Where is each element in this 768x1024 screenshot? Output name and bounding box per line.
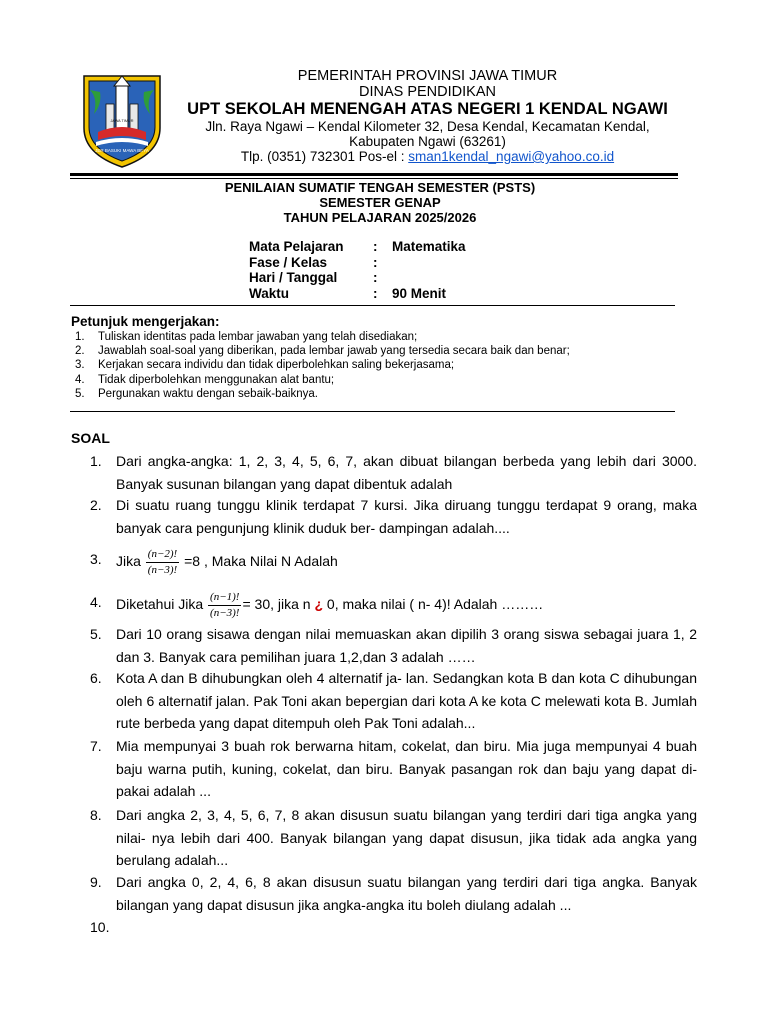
- header-email-link[interactable]: sman1kendal_ngawi@yahoo.co.id: [408, 149, 615, 164]
- question-number: 9.: [90, 874, 102, 890]
- info-label: Waktu: [249, 285, 289, 301]
- question-suffix: = 30, jika n: [242, 596, 315, 613]
- question-5: [90, 623, 697, 668]
- question-text: Dari angka-angka: 1, 2, 3, 4, 5, 6, 7, akan dibuat bilangan berbeda yang lebih dari 3000. Banyak susunan bilangan yang dapat dibentuk adalah: [116, 453, 697, 492]
- question-9: [90, 871, 697, 916]
- logo-top-text: JAWA TIMUR: [110, 119, 134, 123]
- header-school-name: UPT SEKOLAH MENENGAH ATAS NEGERI 1 KENDAL NGAWI: [187, 100, 668, 118]
- question-number: 3.: [90, 551, 102, 567]
- info-value: Matematika: [392, 239, 466, 254]
- question-6: [90, 667, 697, 735]
- instruction-text: Tuliskan identitas pada lembar jawaban yang telah disediakan;: [98, 331, 418, 343]
- info-label: Fase / Kelas: [249, 254, 328, 270]
- fraction-denominator: (n−3)!: [210, 607, 240, 619]
- instruction-number: 3.: [75, 359, 85, 372]
- header-address-line2: Kabupaten Ngawi (63261): [349, 134, 506, 149]
- question-7: [90, 735, 697, 803]
- header-agency: DINAS PENDIDIKAN: [359, 84, 496, 100]
- letterhead-divider-thick: [70, 173, 678, 176]
- question-text: [116, 548, 338, 577]
- instruction-number: 5.: [75, 387, 85, 400]
- question-number: 8.: [90, 807, 102, 823]
- exam-semester: SEMESTER GENAP: [319, 195, 441, 210]
- question-number: 1.: [90, 453, 102, 469]
- fraction-denominator: (n−3)!: [147, 564, 178, 576]
- fraction-numerator: (n−1)!: [208, 591, 241, 606]
- info-label: Hari / Tanggal: [249, 270, 338, 285]
- question-1: [90, 450, 697, 495]
- exam-academic-year: TAHUN PELAJARAN 2025/2026: [283, 210, 477, 225]
- instruction-text: Kerjakan secara individu dan tidak diperbolehkan saling bekerjasama;: [98, 359, 455, 372]
- question-8: [90, 804, 697, 872]
- question-number: 2.: [90, 497, 102, 513]
- section-divider: [70, 305, 675, 306]
- instruction-number: 1.: [75, 331, 85, 343]
- question-number: 10.: [90, 919, 110, 935]
- question-number: 4.: [90, 594, 102, 610]
- question-text: Dari 10 orang sisawa dengan nilai memuaskan akan dipilih 3 orang siswa sebagai juara 1, 2 dan 3. Banyak cara pemilihan juara 1,2,dan 3 adalah ……: [116, 626, 697, 665]
- header-address-line1: Jln. Raya Ngawi – Kendal Kilometer 32, Desa Kendal, Kecamatan Kendal,: [205, 119, 650, 134]
- letterhead-divider-thin: [70, 178, 678, 179]
- instructions-title: Petunjuk mengerjakan:: [71, 314, 220, 329]
- header-government: PEMERINTAH PROVINSI JAWA TIMUR: [297, 68, 558, 84]
- question-suffix: =8 , Maka Nilai N Adalah: [180, 553, 338, 570]
- question-text: Dari angka 0, 2, 4, 6, 8 akan disusun suatu bilangan yang terdiri dari tiga angka. Banyak bilangan yang dapat disusun jika angka-angka itu boleh diulang adalah ...: [116, 874, 697, 913]
- province-emblem-logo: [76, 70, 168, 170]
- instruction-text: Pergunakan waktu dengan sebaik-baiknya.: [98, 387, 318, 400]
- instruction-text: Tidak diperbolehkan menggunakan alat bantu;: [98, 373, 335, 386]
- info-separator: :: [373, 254, 378, 270]
- instruction-text: Jawablah soal-soal yang diberikan, pada lembar jawab yang tersedia secara baik dan benar;: [98, 345, 570, 358]
- question-2: [90, 494, 697, 539]
- header-contact-phone: Tlp. (0351) 732301 Pos-el :: [240, 149, 409, 164]
- info-value: 90 Menit: [392, 285, 447, 301]
- question-10: [90, 916, 697, 939]
- question-prefix: Jika: [116, 553, 145, 570]
- question-text: Di suatu ruang tunggu klinik terdapat 7 kursi. Jika diruang tunggu terdapat 9 orang, maka banyak cara pengunjung klinik duduk ber- dampingan adalah....: [116, 497, 697, 536]
- question-text: [116, 591, 543, 620]
- question-text: Mia mempunyai 3 buah rok berwarna hitam, cokelat, dan biru. Mia juga mempunyai 4 buah baju warna putih, kuning, cokelat, dan biru. Banyak pasangan rok dan baju yang dapat di- pakai adalah ...: [116, 738, 697, 799]
- fraction: [146, 548, 179, 577]
- info-separator: :: [373, 285, 378, 301]
- exam-title: PENILAIAN SUMATIF TENGAH SEMESTER (PSTS): [224, 180, 536, 195]
- question-prefix: Diketahui Jika: [116, 596, 208, 613]
- instruction-number: 2.: [75, 345, 85, 358]
- question-number: 5.: [90, 626, 102, 642]
- question-number: 7.: [90, 738, 102, 754]
- header-contact: [160, 149, 695, 165]
- section-divider: [70, 411, 675, 412]
- inequality-symbol: ¿: [314, 596, 324, 613]
- logo-bottom-text: JER BASUKI MAWA BEYA: [95, 148, 149, 153]
- info-label: Mata Pelajaran: [249, 239, 344, 254]
- question-text: Dari angka 2, 3, 4, 5, 6, 7, 8 akan disusun suatu bilangan yang terdiri dari tiga angka yang nilai- nya lebih dari 400. Banyak bilangan yang dapat disusun, jika tidak ada angka yang berulang adalah...: [116, 807, 697, 868]
- info-separator: :: [373, 270, 378, 285]
- info-separator: :: [373, 239, 378, 254]
- fraction-numerator: (n−2)!: [146, 548, 179, 563]
- question-text: Kota A dan B dihubungkan oleh 4 alternatif ja- lan. Sedangkan kota B dan kota C dihubungan oleh 6 alternatif jalan. Pak Toni akan bepergian dari kota A ke kota C melewati kota B. Jumlah rute berbeda yang dapat ditempuh oleh Pak Toni adalah...: [116, 670, 697, 731]
- fraction: [208, 591, 241, 620]
- question-suffix-2: 0, maka nilai ( n- 4)! Adalah ………: [323, 596, 544, 613]
- questions-title: SOAL: [71, 430, 110, 446]
- instruction-number: 4.: [75, 373, 85, 386]
- question-number: 6.: [90, 670, 102, 686]
